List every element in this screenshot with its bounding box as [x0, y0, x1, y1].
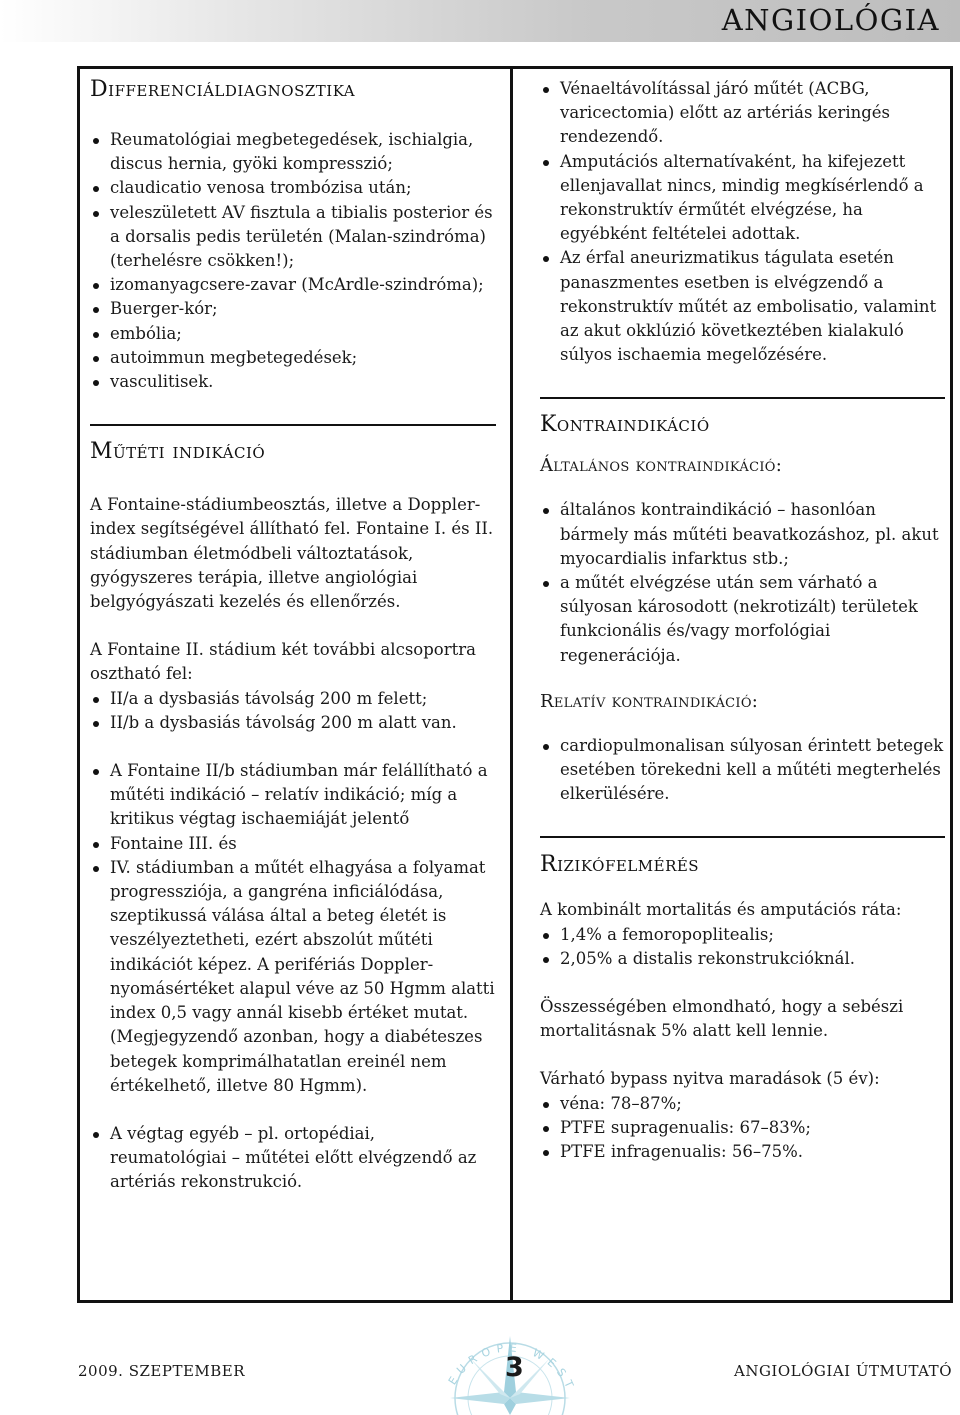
section-title-rizikofelmeres: Rizikófelmérés [540, 852, 700, 878]
subsection-title-altalanos: Általános kontraindikáció: [540, 455, 783, 477]
rizik-paragraph-1: A kombinált mortalitás és amputációs ráta: [540, 900, 902, 920]
list-item: A végtag egyéb – pl. ortopédiai, reumatológiai – műtétei előtt elvégzendő az artériás rekonstrukció. [90, 1122, 496, 1195]
indikacio-list [90, 759, 496, 1098]
list-item: IV. stádiumban a műtét elhagyása a folyamat progressziója, a gangréna inficiálódása, szeptikussá válása által a beteg életét is veszélyeztetheti, ezért abszolút műtéti indikációt képez. A perifériás Doppler-nyomásértéket alapul véve az 50 Hgmm alatti index 0,5 vagy annál kisebb értéket mutat. (Megjegyzendő azonban, hogy a diabéteszes betegek komprimálhatatlan ereinél nem értékelhető, illetve 80 Hgmm). [90, 856, 496, 1098]
rizik-paragraph-3: Várható bypass nyitva maradások (5 év): [540, 1069, 880, 1089]
list-item: Vénaeltávolítással járó műtét (ACBG, varicectomia) előtt az artériás keringés rendezendő. [540, 77, 945, 150]
list-item: embólia; [90, 322, 496, 346]
relativ-list [540, 734, 945, 807]
section-rule [90, 424, 496, 426]
section-title-kontraindikacio: Kontraindikáció [540, 412, 710, 438]
list-item: izomanyagcsere-zavar (McArdle-szindróma); [90, 273, 496, 297]
rizik-list-2 [540, 1092, 945, 1165]
section-rule [540, 397, 945, 399]
footer-publication: ANGIOLÓGIAI ÚTMUTATÓ [733, 1362, 952, 1380]
list-item: cardiopulmonalisan súlyosan érintett betegek esetében törekedni kell a műtéti megterhelés elkerülésére. [540, 734, 945, 807]
header-band [0, 0, 960, 42]
left-column [90, 77, 496, 1195]
section-title-differencial: Differenciáldiagnosztika [90, 77, 356, 102]
list-item: autoimmun megbetegedések; [90, 346, 496, 370]
rizik-paragraph-2: Összességében elmondható, hogy a sebészi mortalitásnak 5% alatt kell lennie. [540, 997, 904, 1041]
indikacio-list-last [90, 1122, 496, 1195]
list-item: II/a a dysbasiás távolság 200 m felett; [90, 687, 496, 711]
svg-text:EUROPE WEST: EUROPE WEST [445, 1341, 579, 1396]
list-item: általános kontraindikáció – hasonlóan bármely más műtéti beavatkozáshoz, pl. akut myocardialis infarktus stb.; [540, 498, 945, 571]
list-item: véna: 78–87%; [540, 1092, 945, 1116]
list-item: Buerger-kór; [90, 297, 496, 321]
section-title-indikacio: Műtéti indikáció [90, 439, 266, 465]
subsection-title-relativ: Relatív kontraindikáció: [540, 690, 759, 712]
header-title: ANGIOLÓGIA [721, 3, 940, 37]
indikacio-paragraph-1: A Fontaine-stádiumbeosztás, illetve a Doppler-index segítségével állítható fel. Fontaine I. és II. stádiumban életmódbeli változtatások, gyógyszeres terápia, illetve angiológiai belgyógyászati kezelés és ellenőrzés. [90, 495, 494, 612]
list-item: claudicatio venosa trombózisa után; [90, 176, 496, 200]
list-item: PTFE infragenualis: 56–75%. [540, 1140, 945, 1164]
list-item: Fontaine III. és [90, 832, 496, 856]
right-column [540, 77, 945, 1164]
column-divider [510, 66, 513, 1303]
rizik-list-1 [540, 923, 945, 971]
list-item: veleszületett AV fisztula a tibialis posterior és a dorsalis pedis területén (Malan-szindróma) (terhelésre csökken!); [90, 201, 496, 274]
list-item: Amputációs alternatívaként, ha kifejezett ellenjavallat nincs, mindig megkísérlendő a rekonstruktív érműtét elvégzése, ha egyébként feltételei adottak. [540, 150, 945, 247]
page-number: 3 [505, 1352, 524, 1383]
list-item: PTFE supragenualis: 67–83%; [540, 1116, 945, 1140]
fontaine-sublist [90, 687, 496, 735]
altalanos-list [540, 498, 945, 667]
section-rule [540, 836, 945, 838]
list-item: 1,4% a femoropoplitealis; [540, 923, 945, 947]
list-item: vasculitisek. [90, 370, 496, 394]
list-item: Reumatológiai megbetegedések, ischialgia, discus hernia, gyöki kompresszió; [90, 128, 496, 176]
differencial-list [90, 128, 496, 394]
list-item: II/b a dysbasiás távolság 200 m alatt van. [90, 711, 496, 735]
list-item: a műtét elvégzése után sem várható a súlyosan károsodott (nekrotizált) területek funkcionális és/vagy morfológiai regenerációja. [540, 571, 945, 668]
indikacio-paragraph-2: A Fontaine II. stádium két további alcsoportra osztható fel: [90, 640, 476, 684]
list-item: 2,05% a distalis rekonstrukcióknál. [540, 947, 945, 971]
list-item: A Fontaine II/b stádiumban már felállítható a műtéti indikáció – relatív indikáció; míg a kritikus végtag ischaemiáját jelentő [90, 759, 496, 832]
indikacio-continued-list [540, 77, 945, 367]
footer-date: 2009. SZEPTEMBER [78, 1362, 246, 1380]
list-item: Az érfal aneurizmatikus tágulata esetén panaszmentes esetben is elvégzendő a rekonstruktív műtét az embolisatio, valamint az akut okklúzió következtében kialakuló súlyos ischaemia megelőzésére. [540, 246, 945, 367]
